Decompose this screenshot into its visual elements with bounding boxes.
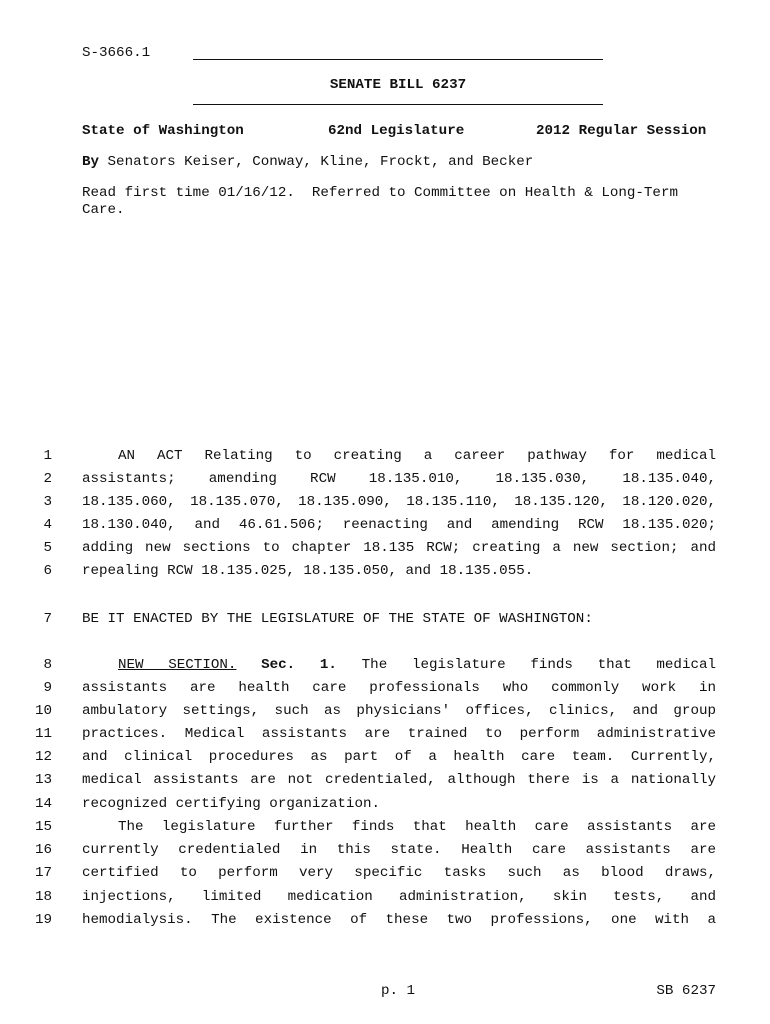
- state-label: State of Washington: [82, 123, 244, 139]
- session-label: 2012 Regular Session: [536, 123, 707, 139]
- line-number: 2: [43, 471, 52, 487]
- line-number: 11: [34, 726, 52, 742]
- line-text: currently credentialed in this state. Health care assistants are: [82, 842, 716, 858]
- body-line-7: [0, 610, 770, 628]
- line-number: 5: [43, 540, 52, 556]
- body-line-9: [0, 679, 770, 697]
- body-line-14: [0, 795, 770, 813]
- body-line-8: [0, 656, 770, 674]
- line-number: 4: [43, 517, 52, 533]
- line-number: 3: [43, 494, 52, 510]
- legislature-label: 62nd Legislature: [328, 123, 465, 139]
- line-number: 18: [34, 889, 52, 905]
- line-number: 6: [43, 563, 52, 579]
- line-number: 13: [34, 772, 52, 788]
- line-number: 10: [34, 703, 52, 719]
- sponsors: Senators Keiser, Conway, Kline, Frockt, and Becker: [107, 154, 534, 170]
- line-text: recognized certifying organization.: [82, 796, 380, 812]
- body-line-13: [0, 771, 770, 789]
- line-text: and clinical procedures as part of a health care team. Currently,: [82, 749, 716, 765]
- body-line-17: [0, 864, 770, 882]
- body-line-4: [0, 516, 770, 534]
- body-line-12: [0, 748, 770, 766]
- body-line-16: [0, 841, 770, 859]
- body-line-3: [0, 493, 770, 511]
- line-text: BE IT ENACTED BY THE LEGISLATURE OF THE STATE OF WASHINGTON:: [82, 611, 593, 627]
- body-line-18: [0, 888, 770, 906]
- line-number: 19: [34, 912, 52, 928]
- line-number: 8: [43, 657, 52, 673]
- line-number: 15: [34, 819, 52, 835]
- line-text: injections, limited medication administration, skin tests, and: [82, 889, 716, 905]
- body-line-11: [0, 725, 770, 743]
- line-text: medical assistants are not credentialed, although there is a nationally: [82, 772, 716, 788]
- bill-reference: SB 6237: [656, 983, 716, 999]
- header-rule-top: [193, 59, 603, 60]
- read-first-time-line: Read first time 01/16/12. Referred to Committee on Health & Long-Term: [82, 185, 678, 201]
- sponsors-line: [82, 153, 533, 171]
- line-text: repealing RCW 18.135.025, 18.135.050, and 18.135.055.: [82, 563, 534, 579]
- line-text: ambulatory settings, such as physicians' offices, clinics, and group: [82, 703, 716, 719]
- line-text: practices. Medical assistants are trained to perform administrative: [82, 726, 716, 742]
- line-text: AN ACT Relating to creating a career pathway for medical: [118, 448, 716, 464]
- document-code: S-3666.1: [82, 45, 151, 61]
- line-number: 1: [43, 448, 52, 464]
- section-number: Sec. 1.: [261, 657, 337, 673]
- line-number: 16: [34, 842, 52, 858]
- line-text: hemodialysis. The existence of these two professions, one with a: [82, 912, 716, 928]
- line-number: 12: [34, 749, 52, 765]
- line-text: assistants are health care professionals who commonly work in: [82, 680, 716, 696]
- by-label: By: [82, 154, 100, 170]
- line-number: 7: [43, 611, 52, 627]
- line-text: certified to perform very specific tasks such as blood draws,: [82, 865, 716, 881]
- body-line-2: [0, 470, 770, 488]
- body-line-10: [0, 702, 770, 720]
- body-line-15: [0, 818, 770, 836]
- line-number: 14: [34, 796, 52, 812]
- body-line-19: [0, 911, 770, 929]
- line-text: 18.135.060, 18.135.070, 18.135.090, 18.135.110, 18.135.120, 18.120.020,: [82, 494, 716, 510]
- line-number: 9: [43, 680, 52, 696]
- bill-title: SENATE BILL 6237: [329, 77, 467, 93]
- body-line-6: [0, 562, 770, 580]
- body-line-5: [0, 539, 770, 557]
- line-text: The legislature further finds that health care assistants are: [118, 819, 716, 835]
- line-text: [82, 656, 716, 674]
- read-first-time-line-cont: Care.: [82, 202, 125, 218]
- body-line-1: [0, 447, 770, 465]
- section-text: The legislature finds that medical: [361, 657, 716, 673]
- header-rule-bottom: [193, 104, 603, 105]
- line-text: assistants; amending RCW 18.135.010, 18.135.030, 18.135.040,: [82, 471, 716, 487]
- new-section-label: NEW SECTION.: [118, 657, 237, 673]
- line-number: 17: [34, 865, 52, 881]
- line-text: adding new sections to chapter 18.135 RCW; creating a new section; and: [82, 540, 716, 556]
- page-number: p. 1: [380, 983, 416, 999]
- line-text: 18.130.040, and 46.61.506; reenacting and amending RCW 18.135.020;: [82, 517, 716, 533]
